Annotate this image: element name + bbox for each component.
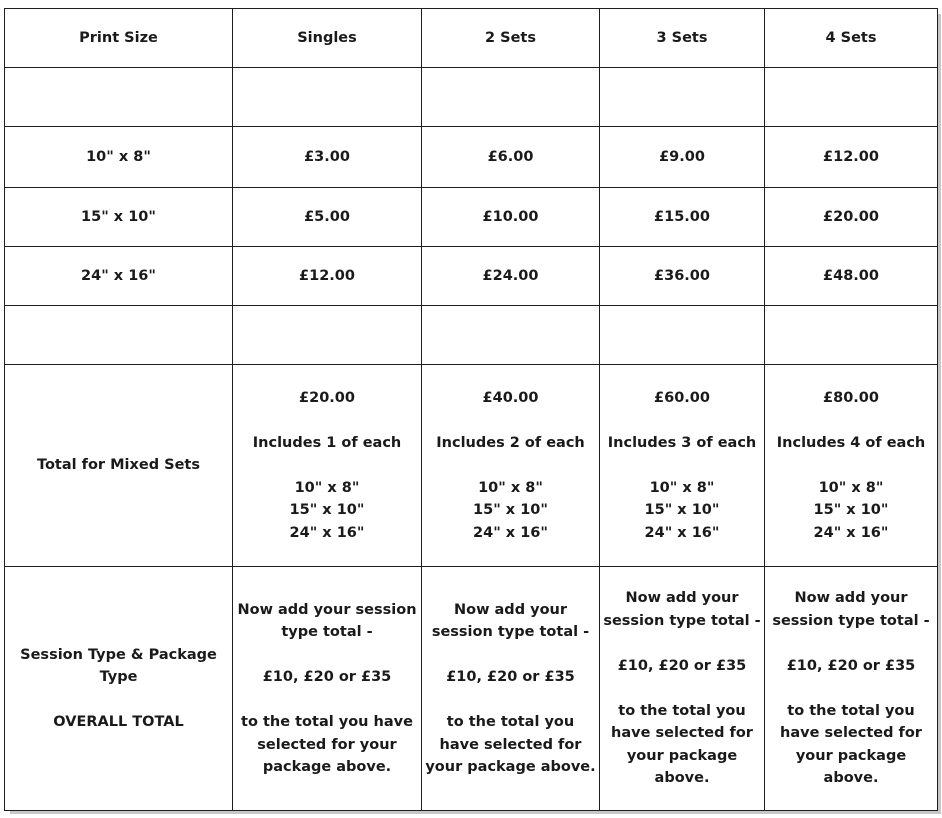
- session-intro: type total -: [281, 624, 373, 640]
- size-line: 10" x 8": [294, 479, 360, 496]
- session-type-row: [5, 567, 938, 811]
- mixed-total: £20.00: [299, 389, 355, 406]
- table-row: [5, 188, 938, 247]
- print-size-label: 24" x 16": [5, 247, 233, 306]
- empty-cell: [765, 306, 938, 365]
- empty-cell: [233, 306, 422, 365]
- print-size-label: 10" x 8": [5, 127, 233, 188]
- price-cell: £12.00: [765, 127, 938, 188]
- session-outro: have selected for: [439, 736, 582, 753]
- empty-cell: [5, 68, 233, 127]
- session-outro: to the total you: [618, 702, 746, 719]
- mixed-set-cell: [422, 365, 600, 567]
- session-intro: Now add your: [453, 601, 568, 618]
- session-outro: to the total you: [787, 702, 915, 719]
- session-intro: Now add your: [794, 590, 908, 607]
- price-cell: £20.00: [765, 188, 938, 247]
- mixed-total: £60.00: [654, 389, 710, 406]
- includes-text: Includes 1 of each: [252, 434, 402, 451]
- mixed-total: £40.00: [482, 389, 539, 406]
- session-options: £10, £20 or £35: [617, 657, 747, 674]
- session-cell: [233, 567, 422, 811]
- session-outro: have selected for: [611, 725, 753, 742]
- size-line: 15" x 10": [473, 502, 548, 519]
- session-outro: your package: [626, 747, 738, 764]
- session-outro: selected for your: [257, 736, 397, 753]
- size-line: 10" x 8": [478, 479, 543, 496]
- session-outro: to the total you have: [241, 714, 413, 730]
- empty-cell: [422, 306, 600, 365]
- price-cell: £36.00: [600, 247, 765, 306]
- size-line: 24" x 16": [813, 524, 889, 541]
- session-outro: to the total you: [446, 714, 575, 730]
- mixed-set-cell: [765, 365, 938, 567]
- price-cell: £24.00: [422, 247, 600, 306]
- price-cell: £48.00: [765, 247, 938, 306]
- session-label-line: Type: [99, 669, 138, 685]
- header-row: [5, 9, 938, 68]
- table-row: [5, 127, 938, 188]
- size-line: 10" x 8": [818, 479, 884, 496]
- price-cell: £12.00: [233, 247, 422, 306]
- session-outro: above.: [654, 770, 710, 787]
- mixed-sets-label: [5, 365, 233, 567]
- includes-text: Includes 2 of each: [436, 434, 585, 451]
- price-cell: £15.00: [600, 188, 765, 247]
- empty-cell: [422, 68, 600, 127]
- mixed-total: £80.00: [823, 389, 879, 406]
- empty-cell: [233, 68, 422, 127]
- session-options: £10, £20 or £35: [446, 669, 575, 685]
- print-size-label: 15" x 10": [5, 188, 233, 247]
- session-outro: your package above.: [425, 759, 596, 775]
- session-intro: Now add your session: [237, 601, 417, 618]
- price-cell: £10.00: [422, 188, 600, 247]
- size-line: 24" x 16": [473, 524, 548, 541]
- header-singles: Singles: [233, 9, 422, 68]
- spacer-row: [5, 68, 938, 127]
- spacer-row: [5, 306, 938, 365]
- size-line: 15" x 10": [644, 502, 720, 519]
- session-intro: session type total -: [772, 612, 930, 629]
- mixed-sets-label-text: Total for Mixed Sets: [37, 457, 200, 474]
- session-intro: session type total -: [603, 612, 761, 629]
- size-line: 15" x 10": [289, 502, 365, 519]
- price-cell: £9.00: [600, 127, 765, 188]
- table-row: [5, 247, 938, 306]
- session-cell: [600, 567, 765, 811]
- size-line: 24" x 16": [644, 524, 720, 541]
- overall-total-label: OVERALL TOTAL: [53, 714, 184, 730]
- session-outro: your package: [795, 747, 907, 764]
- includes-text: Includes 3 of each: [607, 434, 757, 451]
- size-line: 24" x 16": [289, 524, 365, 541]
- header-2-sets: 2 Sets: [422, 9, 600, 68]
- session-options: £10, £20 or £35: [786, 657, 916, 674]
- empty-cell: [600, 306, 765, 365]
- session-cell: [422, 567, 600, 811]
- session-outro: above.: [823, 770, 879, 787]
- session-cell: [765, 567, 938, 811]
- includes-text: Includes 4 of each: [776, 434, 926, 451]
- size-line: 10" x 8": [649, 479, 715, 496]
- mixed-set-cell: [600, 365, 765, 567]
- size-line: 15" x 10": [813, 502, 889, 519]
- header-3-sets: 3 Sets: [600, 9, 765, 68]
- session-intro: session type total -: [431, 624, 590, 640]
- mixed-set-cell: [233, 365, 422, 567]
- session-outro: package above.: [262, 759, 392, 775]
- empty-cell: [5, 306, 233, 365]
- header-print-size: Print Size: [5, 9, 233, 68]
- price-cell: £5.00: [233, 188, 422, 247]
- price-cell: £6.00: [422, 127, 600, 188]
- session-label-line: Session Type & Package: [20, 646, 217, 663]
- session-type-label: [5, 567, 233, 811]
- session-outro: have selected for: [780, 725, 922, 742]
- session-options: £10, £20 or £35: [262, 669, 392, 685]
- price-cell: £3.00: [233, 127, 422, 188]
- header-4-sets: 4 Sets: [765, 9, 938, 68]
- mixed-sets-row: [5, 365, 938, 567]
- session-intro: Now add your: [625, 590, 739, 607]
- empty-cell: [600, 68, 765, 127]
- price-table: [4, 8, 938, 811]
- empty-cell: [765, 68, 938, 127]
